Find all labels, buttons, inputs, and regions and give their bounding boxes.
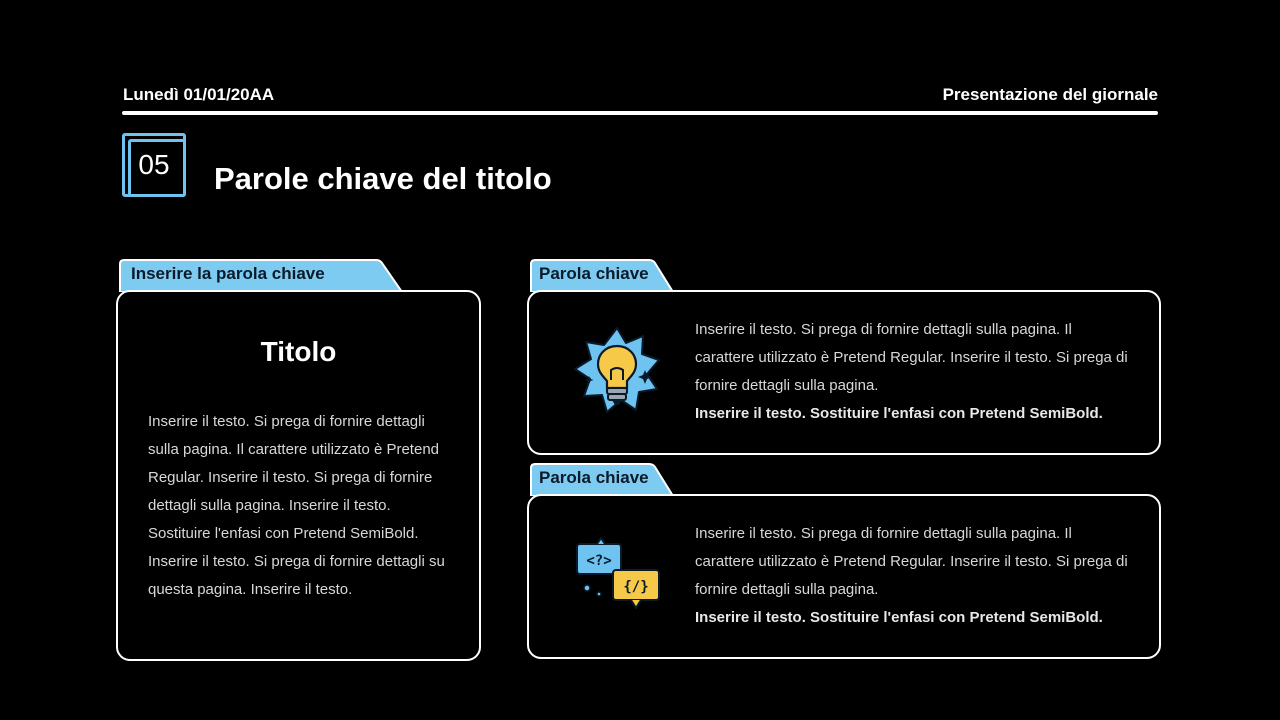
- left-card-title: Titolo: [260, 336, 337, 367]
- svg-text:<?>: <?>: [586, 553, 612, 569]
- right-card-2-tab-label: Parola chiave: [539, 468, 649, 487]
- right-card-1-tab: [529, 258, 675, 292]
- right-card-2-tab: [529, 462, 675, 496]
- right-card-2-text: [695, 520, 1135, 632]
- right-card-1: [527, 290, 1161, 455]
- right-card-2-body: Inserire il testo. Si prega di fornire dettagli sulla pagina. Il carattere utilizzato è Pretend Regular. Inserire il testo. Si prega di fornire dettagli sulla pagina.: [695, 525, 1128, 598]
- presentation-title: Presentazione del giornale: [942, 85, 1158, 104]
- right-card-2: [527, 494, 1161, 659]
- section-title: Parole chiave del titolo: [214, 161, 552, 196]
- left-card-tab: [118, 258, 404, 292]
- header-divider: [122, 111, 1158, 115]
- right-card-1-tab-label: Parola chiave: [539, 264, 649, 283]
- section-number-badge: [122, 133, 192, 203]
- lightbulb-icon: [573, 326, 661, 416]
- left-card-body: Inserire il testo. Si prega di fornire dettagli sulla pagina. Il carattere utilizzato è Pretend Regular. Inserire il testo. Si prega di fornire dettagli sulla pagina. Inserire il testo. Sostituire l'enfasi con Pretend SemiBold. Inserire il testo. Si prega di fornire dettagli su questa pagina. Inserire il testo.: [148, 413, 445, 598]
- right-card-1-emphasis: Inserire il testo. Sostituire l'enfasi con Pretend SemiBold.: [695, 405, 1103, 422]
- left-card: [116, 290, 481, 661]
- header-date: Lunedì 01/01/20AA: [123, 85, 275, 104]
- right-card-1-text: [695, 316, 1135, 428]
- right-card-1-body: Inserire il testo. Si prega di fornire dettagli sulla pagina. Il carattere utilizzato è Pretend Regular. Inserire il testo. Si prega di fornire dettagli sulla pagina.: [695, 321, 1128, 394]
- section-number: 05: [138, 149, 170, 180]
- code-chat-icon: [573, 536, 663, 616]
- left-card-tab-label: Inserire la parola chiave: [131, 264, 325, 283]
- right-card-2-emphasis: Inserire il testo. Sostituire l'enfasi con Pretend SemiBold.: [695, 609, 1103, 626]
- svg-text:{/}: {/}: [623, 579, 649, 595]
